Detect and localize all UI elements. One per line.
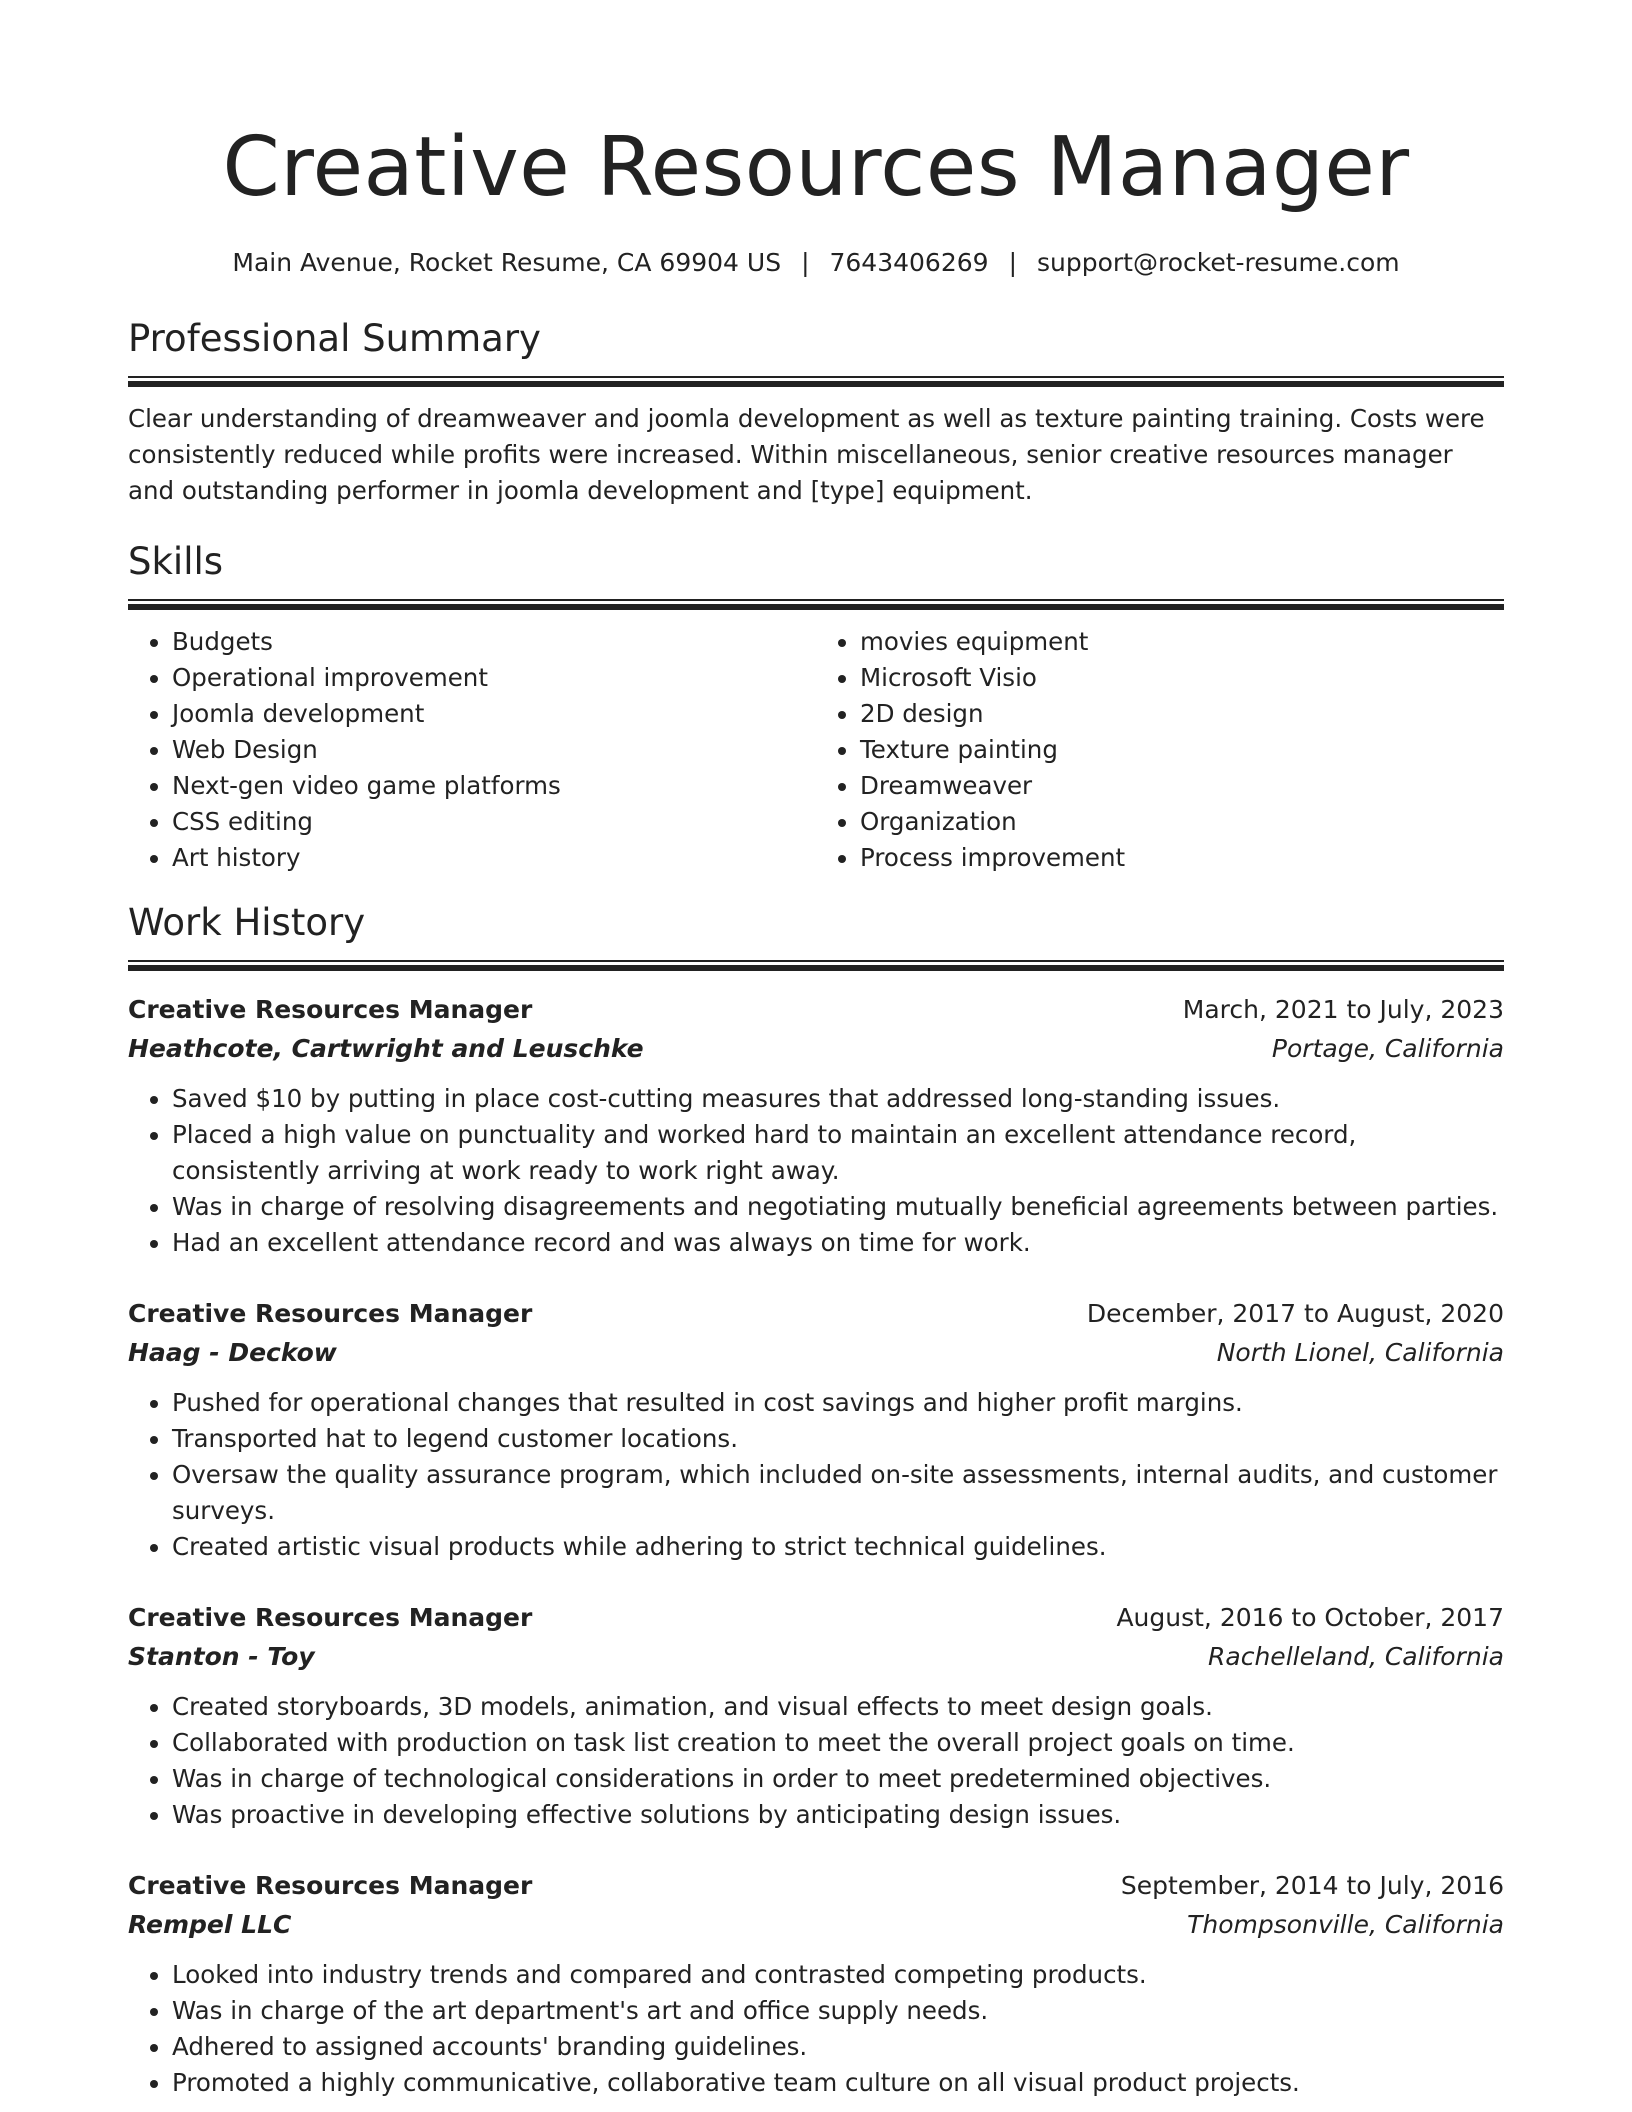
summary-text: Clear understanding of dreamweaver and joomla development as well as texture painting training. Costs were consistently reduced while profits were increased. Within miscellaneous, senior creative resources manager and outstanding performer in joomla development and [type] equipment. <box>128 404 1485 505</box>
section-title-summary: Professional Summary <box>128 317 541 360</box>
job-bullet: • Adhered to assigned accounts' branding guidelines. <box>172 2029 1504 2065</box>
job-bullet: • Looked into industry trends and compared and contrasted competing products. <box>172 1957 1504 1993</box>
job-title: Creative Resources Manager <box>128 1299 533 1328</box>
job-bullet: • Collaborated with production on task list creation to meet the overall project goals on time. <box>172 1725 1504 1761</box>
skills-list-right <box>816 624 1504 876</box>
job-bullet: • Had an excellent attendance record and was always on time for work. <box>172 1225 1504 1261</box>
job-entry <box>128 1867 1504 2101</box>
job-bullets <box>128 1957 1504 2101</box>
section-divider <box>128 960 1504 971</box>
job-dates: August, 2016 to October, 2017 <box>1116 1603 1504 1632</box>
job-list <box>128 991 1504 2101</box>
job-bullet: • Was in charge of resolving disagreements and negotiating mutually beneficial agreements between parties. <box>172 1189 1504 1225</box>
skill-item: • movies equipment <box>860 624 1504 660</box>
job-company: Stanton - Toy <box>128 1642 315 1671</box>
skill-item: • Organization <box>860 804 1504 840</box>
job-company: Rempel LLC <box>128 1910 292 1939</box>
job-bullet: • Oversaw the quality assurance program, which included on-site assessments, internal audits, and customer surveys. <box>172 1457 1504 1529</box>
job-bullet: • Created artistic visual products while adhering to strict technical guidelines. <box>172 1529 1504 1565</box>
job-location: Rachelleland, California <box>1208 1642 1504 1671</box>
skills-columns <box>128 624 1504 876</box>
skill-item: • Budgets <box>172 624 816 660</box>
skill-item: • Web Design <box>172 732 816 768</box>
job-header-row <box>128 991 1504 1029</box>
job-company: Haag - Deckow <box>128 1338 337 1367</box>
job-bullet: • Saved $10 by putting in place cost-cutting measures that addressed long-standing issues. <box>172 1081 1504 1117</box>
skill-item: • 2D design <box>860 696 1504 732</box>
skill-item: • CSS editing <box>172 804 816 840</box>
job-header-row <box>128 1295 1504 1333</box>
job-dates: December, 2017 to August, 2020 <box>1086 1299 1504 1328</box>
skill-item: • Dreamweaver <box>860 768 1504 804</box>
job-title: Creative Resources Manager <box>128 995 533 1024</box>
job-bullet: • Placed a high value on punctuality and worked hard to maintain an excellent attendance record, consistently arriving at work ready to work right away. <box>172 1117 1504 1189</box>
skill-item: • Operational improvement <box>172 660 816 696</box>
job-company-row <box>128 1905 1504 1945</box>
job-title: Creative Resources Manager <box>128 1871 533 1900</box>
job-bullet: • Transported hat to legend customer locations. <box>172 1421 1504 1457</box>
job-location: Thompsonville, California <box>1187 1910 1504 1939</box>
skill-item: • Joomla development <box>172 696 816 732</box>
job-header-row <box>128 1599 1504 1637</box>
resume-name: Creative Resources Manager <box>222 120 1410 215</box>
contact-address: Main Avenue, Rocket Resume, CA 69904 US <box>232 248 782 277</box>
job-bullet: • Pushed for operational changes that resulted in cost savings and higher profit margins. <box>172 1385 1504 1421</box>
job-bullet: • Promoted a highly communicative, collaborative team culture on all visual product projects. <box>172 2065 1504 2101</box>
job-dates: March, 2021 to July, 2023 <box>1182 995 1504 1024</box>
job-entry <box>128 1295 1504 1565</box>
summary-section <box>128 314 1504 509</box>
section-divider <box>128 376 1504 387</box>
job-title: Creative Resources Manager <box>128 1603 533 1632</box>
skills-section <box>128 537 1504 876</box>
job-bullets <box>128 1689 1504 1833</box>
job-bullets <box>128 1385 1504 1565</box>
job-company-row <box>128 1637 1504 1677</box>
resume-page <box>128 0 1504 2101</box>
skill-item: • Next-gen video game platforms <box>172 768 816 804</box>
job-company-row <box>128 1029 1504 1069</box>
job-company-row <box>128 1333 1504 1373</box>
job-location: North Lionel, California <box>1216 1338 1504 1367</box>
job-bullet: • Was in charge of technological considerations in order to meet predetermined objectives. <box>172 1761 1504 1797</box>
job-bullet: • Was in charge of the art department's art and office supply needs. <box>172 1993 1504 2029</box>
skill-item: • Process improvement <box>860 840 1504 876</box>
skill-item: • Texture painting <box>860 732 1504 768</box>
contact-email: support@rocket-resume.com <box>1037 248 1400 277</box>
job-bullet: • Created storyboards, 3D models, animation, and visual effects to meet design goals. <box>172 1689 1504 1725</box>
job-header-row <box>128 1867 1504 1905</box>
job-bullet: • Was proactive in developing effective solutions by anticipating design issues. <box>172 1797 1504 1833</box>
skill-item: • Microsoft Visio <box>860 660 1504 696</box>
job-entry <box>128 991 1504 1261</box>
skills-list-left <box>128 624 816 876</box>
section-title-skills: Skills <box>128 540 224 583</box>
contact-separator: | <box>1008 248 1017 277</box>
work-section <box>128 898 1504 2101</box>
job-company: Heathcote, Cartwright and Leuschke <box>128 1034 644 1063</box>
job-entry <box>128 1599 1504 1833</box>
job-dates: September, 2014 to July, 2016 <box>1120 1871 1504 1900</box>
contact-phone: 7643406269 <box>829 248 989 277</box>
contact-separator: | <box>801 248 810 277</box>
skill-item: • Art history <box>172 840 816 876</box>
job-bullets <box>128 1081 1504 1261</box>
contact-line <box>128 246 1504 280</box>
section-title-work: Work History <box>128 901 366 944</box>
section-divider <box>128 599 1504 610</box>
job-location: Portage, California <box>1271 1034 1504 1063</box>
